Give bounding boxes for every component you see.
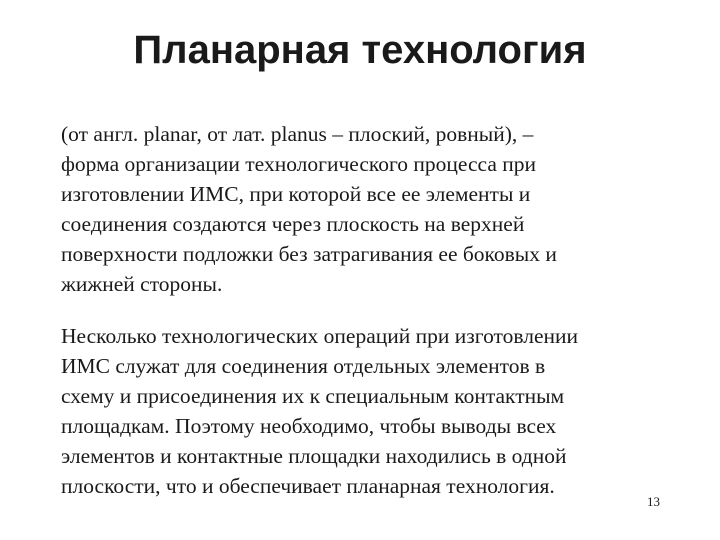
paragraph-line: жижней стороны. xyxy=(61,272,223,296)
paragraph-line: ИМС служат для соединения отдельных элементов в xyxy=(61,354,546,378)
page-number: 13 xyxy=(647,494,660,509)
paragraph-line: Несколько технологических операций при изготовлении xyxy=(61,324,579,348)
paragraph-line: элементов и контактные площадки находились в одной xyxy=(61,444,567,468)
paragraph-line: изготовлении ИМС, при которой все ее элементы и xyxy=(61,182,531,206)
paragraph-line: форма организации технологического процесса при xyxy=(61,152,537,176)
paragraph-line: плоскости, что и обеспечивает планарная технология. xyxy=(61,474,555,498)
paragraph-line: поверхности подложки без затрагивания ее боковых и xyxy=(61,242,557,266)
paragraph-line: соединения создаются через плоскость на верхней xyxy=(61,212,525,236)
paragraph-line: (от англ. planar, от лат. planus – плоский, ровный), – xyxy=(61,122,534,146)
slide-title: Планарная технология xyxy=(133,28,587,72)
paragraph-line: схему и присоединения их к специальным контактным xyxy=(61,384,565,408)
paragraph-line: площадкам. Поэтому необходимо, чтобы выводы всех xyxy=(61,414,557,438)
definition-paragraph xyxy=(61,119,661,299)
explanation-paragraph xyxy=(61,321,661,501)
